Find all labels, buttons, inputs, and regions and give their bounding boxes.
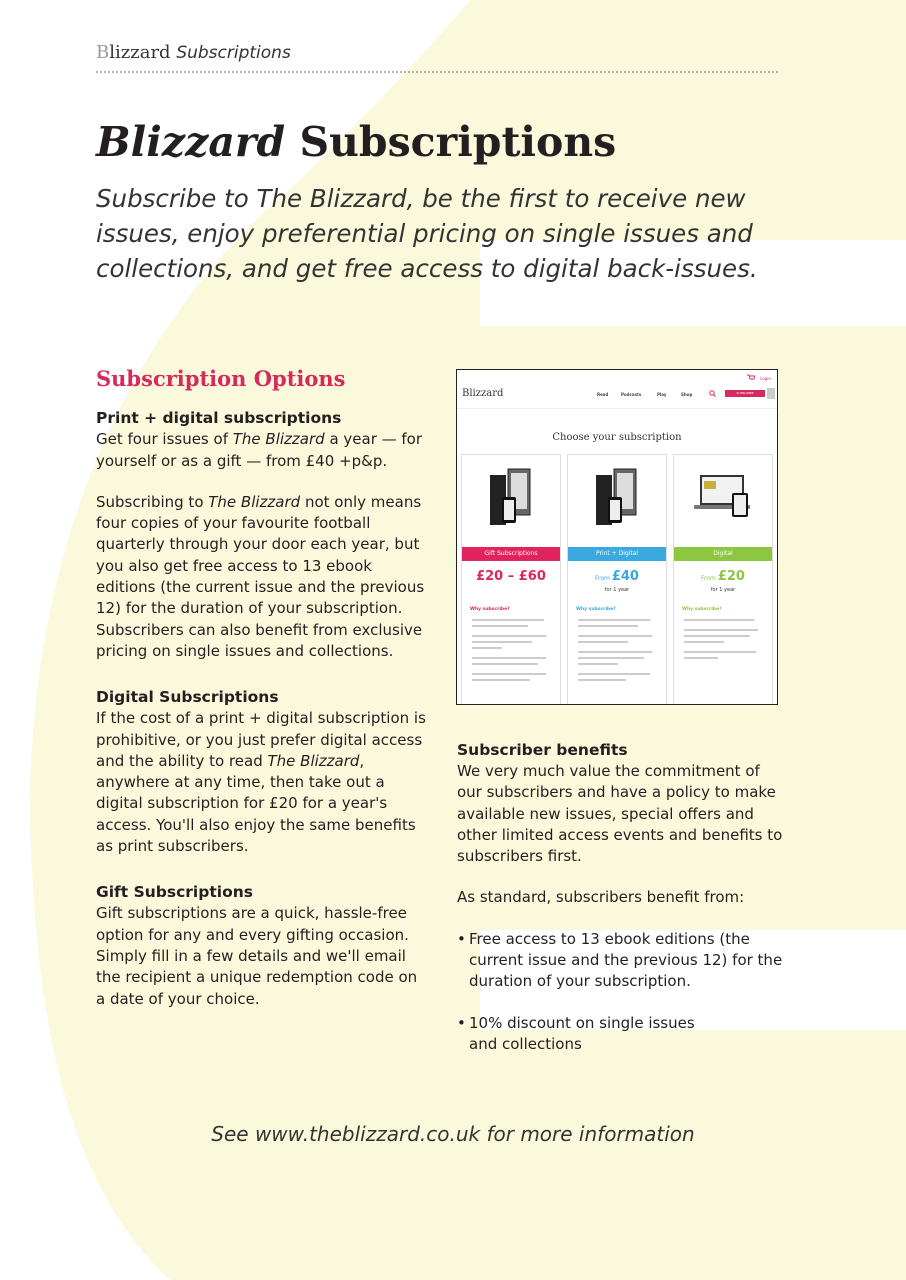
text-line	[684, 657, 718, 659]
running-header	[96, 42, 291, 63]
print-digital-devices-icon	[594, 467, 642, 529]
text-line	[578, 651, 652, 653]
website-screenshot	[456, 369, 778, 705]
screenshot-nav-read: Read	[597, 392, 609, 397]
benefits-paragraph-2: As standard, subscribers benefit from:	[457, 888, 745, 907]
screenshot-card-why: Why subscribe?	[576, 607, 616, 612]
screenshot-nav-play: Play	[657, 392, 667, 397]
left-column	[96, 368, 426, 1030]
screenshot-card-why: Why subscribe?	[682, 607, 722, 612]
screenshot-card-price-value: £20	[717, 569, 745, 584]
laptop-tablet-icon	[692, 471, 754, 527]
text-line	[472, 663, 538, 665]
digital-p-em: The Blizzard	[267, 751, 360, 770]
text-line	[472, 635, 546, 637]
print-p2-em: The Blizzard	[208, 492, 301, 511]
text-line	[578, 619, 650, 621]
screenshot-cart-icon	[747, 374, 755, 381]
text-line	[472, 647, 502, 649]
text-line	[684, 629, 758, 631]
text-line	[578, 679, 626, 681]
screenshot-subscribe-button: SUBSCRIBE	[725, 390, 765, 397]
screenshot-card-from: From	[701, 575, 718, 582]
text-line	[578, 635, 652, 637]
text-line	[472, 657, 546, 659]
text-line	[684, 619, 754, 621]
screenshot-nav	[457, 370, 777, 409]
digital-p-b: , anywhere at any time, then take out a digital subscription for £20 for a year's access. You'll also enjoy the same benefits as print subscribers.	[96, 751, 416, 856]
print-digital-devices-icon	[488, 467, 536, 529]
screenshot-card-label: Gift Subscriptions	[462, 547, 560, 561]
screenshot-nav-shop: Shop	[681, 392, 693, 397]
screenshot-card-print-digital	[567, 454, 667, 705]
gift-paragraph: Gift subscriptions are a quick, hassle-free option for any and every gifting occasion. Simply fill in a few details and we'll email the recipient a unique redemption code on a date of your choice.	[96, 904, 418, 1008]
screenshot-menu-icon	[767, 388, 775, 399]
page-lede: Subscribe to The Blizzard, be the first to receive new issues, enjoy preferential pricing on single issues and collections, and get free access to digital back-issues.	[96, 184, 758, 283]
digital-p-a: If the cost of a print + digital subscription is prohibitive, or you just prefer digital access and the ability to read	[96, 709, 426, 770]
screenshot-card-label: Print + Digital	[568, 547, 666, 561]
page-title-italic: Blizzard	[96, 118, 286, 166]
screenshot-card-digital	[673, 454, 773, 705]
print-subscriptions-heading: Print + digital subscriptions	[96, 409, 342, 428]
print-p2-b: not only means four copies of your favourite football quarterly through your door each year, but you also get free access to 13 ebook editions (the current issue and the previous 12) for the duration of your subscription. Subscribers can also benefit from exclusive pricing on single issues and collections.	[96, 492, 425, 660]
benefits-list-item: • 10% discount on single issues and collections	[457, 1013, 719, 1056]
page-title-regular: Subscriptions	[299, 118, 617, 166]
screenshot-card-price-value: £40	[611, 569, 639, 584]
header-rule	[96, 71, 778, 73]
running-header-glyph: B	[96, 42, 110, 63]
text-line	[684, 641, 724, 643]
text-line	[578, 641, 628, 643]
text-line	[472, 641, 532, 643]
text-line	[472, 619, 544, 621]
print-paragraph-2	[96, 492, 426, 662]
text-line	[578, 657, 644, 659]
text-line	[684, 635, 750, 637]
subscriber-benefits-heading: Subscriber benefits	[457, 741, 628, 759]
screenshot-logo: Blizzard	[462, 388, 504, 399]
print-p1-em: The Blizzard	[232, 430, 325, 449]
screenshot-card-per: for 1 year	[604, 587, 630, 593]
digital-subscriptions-heading: Digital Subscriptions	[96, 688, 279, 707]
digital-paragraph	[96, 708, 426, 857]
screenshot-nav-podcasts: Podcasts	[621, 392, 642, 397]
benefits-paragraph-1: We very much value the commitment of our subscribers and have a policy to make available new issues, special offers and other limited access events and benefits to subscribers first.	[457, 762, 783, 866]
screenshot-card-gift	[461, 454, 561, 705]
text-line	[578, 625, 638, 627]
text-line	[684, 651, 756, 653]
running-title-rest: lizzard	[109, 42, 171, 63]
print-p1-b: a year — for yourself or as a gift — from £40 +p&p.	[96, 430, 423, 470]
running-title-italic: Subscriptions	[176, 43, 291, 63]
text-line	[472, 625, 528, 627]
text-line	[578, 663, 618, 665]
screenshot-card-label: Digital	[674, 547, 772, 561]
screenshot-card-from: From	[595, 575, 612, 582]
right-column	[457, 739, 787, 1075]
screenshot-card-price	[568, 569, 666, 584]
subscription-options-heading: Subscription Options	[96, 366, 346, 391]
screenshot-card-price-value: £20 – £60	[476, 569, 546, 584]
screenshot-heading: Choose your subscription	[552, 432, 682, 443]
print-paragraph-1	[96, 429, 426, 472]
page-title	[96, 118, 616, 166]
footer-more-info: See www.theblizzard.co.uk for more information	[211, 1122, 695, 1146]
text-line	[472, 679, 530, 681]
screenshot-card-price	[462, 569, 560, 584]
benefits-list-item: • Free access to 13 ebook editions (the current issue and the previous 12) for the duration of your subscription.	[457, 929, 787, 993]
text-line	[472, 673, 546, 675]
screenshot-card-why: Why subscribe?	[470, 607, 510, 612]
screenshot-login-link: Login	[760, 376, 771, 381]
print-p2-a: Subscribing to	[96, 492, 209, 511]
screenshot-card-per: for 1 year	[710, 587, 736, 593]
screenshot-search-icon	[709, 390, 716, 397]
benefits-list	[457, 929, 787, 1055]
text-line	[578, 673, 650, 675]
gift-subscriptions-heading: Gift Subscriptions	[96, 883, 253, 902]
print-p1-a: Get four issues of	[96, 430, 233, 449]
screenshot-card-price	[674, 569, 772, 584]
